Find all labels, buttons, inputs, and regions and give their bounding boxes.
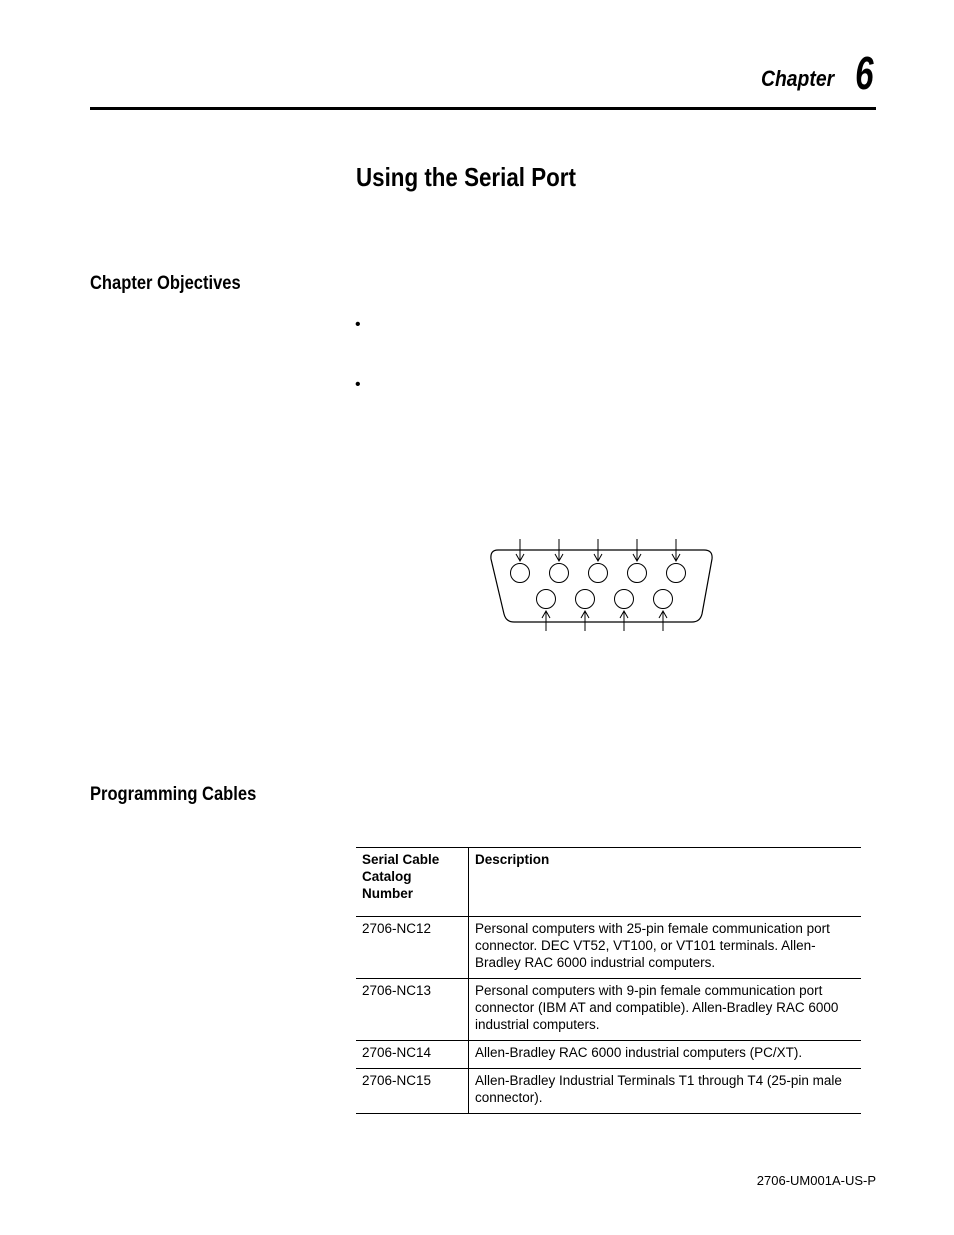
pin-3: [589, 564, 608, 583]
footer-doc-number: 2706-UM001A-US-P: [756, 1173, 876, 1188]
pin-4: [628, 564, 647, 583]
pin-9: [654, 590, 673, 609]
table-row: [356, 1041, 861, 1069]
chapter-number: 6: [855, 47, 874, 99]
top-pin-row: [511, 564, 686, 583]
pin-6: [537, 590, 556, 609]
description-cell: Personal computers with 9-pin female communication port connector (IBM AT and compatible). Allen-Bradley RAC 6000 industrial computers.: [475, 983, 839, 1032]
serial-port-connector-diagram: [480, 530, 725, 635]
table-row: [356, 917, 861, 979]
table-header-row: [356, 848, 861, 917]
pin-8: [615, 590, 634, 609]
chapter-label: Chapter: [760, 66, 834, 91]
header-catalog-number: Serial Cable Catalog Number: [356, 848, 469, 917]
bottom-pin-pointers: [542, 611, 667, 631]
pin-1: [511, 564, 530, 583]
catalog-cell: 2706-NC13: [356, 979, 469, 1041]
header-description: Description: [475, 852, 550, 867]
table-row: [356, 979, 861, 1041]
connector-shell: [491, 550, 712, 622]
page-title: Using the Serial Port: [356, 162, 576, 192]
description-cell: Allen-Bradley Industrial Terminals T1 through T4 (25-pin male connector).: [475, 1073, 842, 1105]
catalog-cell: 2706-NC14: [356, 1041, 469, 1069]
bullet-1: •: [355, 316, 361, 333]
header-rule: [90, 107, 876, 110]
catalog-cell: 2706-NC15: [356, 1069, 469, 1114]
pin-5: [667, 564, 686, 583]
bottom-pin-row: [537, 590, 673, 609]
description-cell: Allen-Bradley RAC 6000 industrial computers (PC/XT).: [475, 1045, 803, 1060]
table-row: [356, 1069, 861, 1114]
chapter-objectives-heading: Chapter Objectives: [90, 273, 241, 294]
description-cell: Personal computers with 25-pin female communication port connector. DEC VT52, VT100, or VT101 terminals. Allen-Bradley RAC 6000 industrial computers.: [475, 921, 830, 970]
programming-cables-heading: Programming Cables: [90, 784, 257, 805]
pin-7: [576, 590, 595, 609]
serial-cable-table: [356, 847, 861, 1114]
catalog-cell: 2706-NC12: [356, 917, 469, 979]
pin-2: [550, 564, 569, 583]
bullet-2: •: [355, 376, 361, 393]
